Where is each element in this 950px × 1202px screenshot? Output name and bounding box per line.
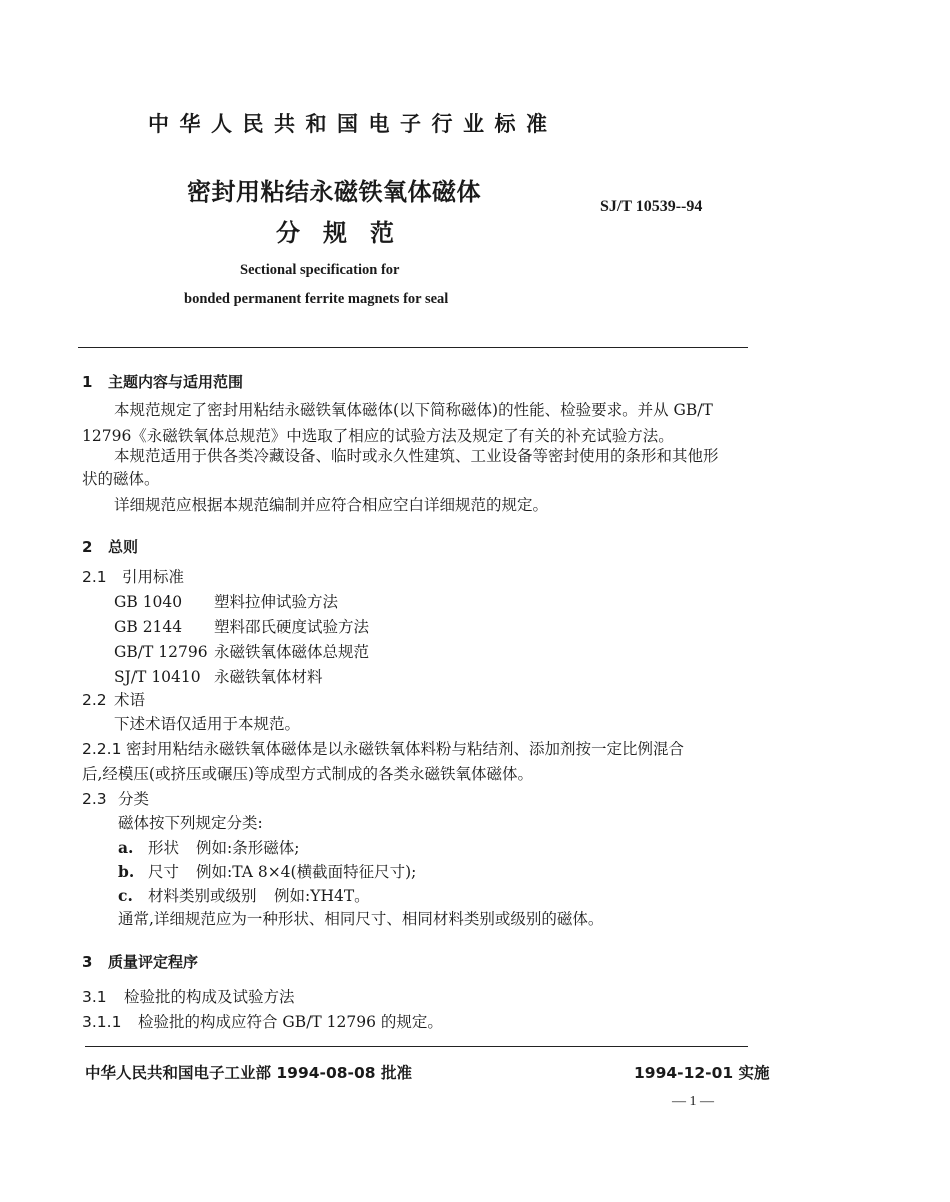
section-3-1-heading: 3.1 检验批的构成及试验方法 <box>82 988 295 1006</box>
title-en-line2: bonded permanent ferrite magnets for seal <box>184 291 449 307</box>
reference-row: GB/T 12796 永磁铁氧体磁体总规范 <box>114 643 370 661</box>
section-2-2-1-line1: 2.2.1 密封用粘结永磁铁氧体磁体是以永磁铁氧体料粉与粘结剂、添加剂按一定比例混合 <box>82 740 685 758</box>
section-2-2-1-line2: 后,经模压(或挤压或碾压)等成型方式制成的各类永磁铁氧体磁体。 <box>82 765 534 783</box>
header-divider <box>78 347 748 348</box>
section-2-1-heading: 2.1 引用标准 <box>82 568 185 586</box>
classification-item: a. 形状 例如:条形磁体; <box>118 838 300 857</box>
section-1-p1-line2: 12796《永磁铁氧体总规范》中选取了相应的试验方法及规定了有关的补充试验方法。 <box>82 427 674 445</box>
footer-divider <box>85 1046 748 1047</box>
section-3-heading: 3 质量评定程序 <box>82 953 199 971</box>
section-2-2-text: 下述术语仅适用于本规范。 <box>114 715 301 733</box>
section-1-p2-line1: 本规范适用于供各类冷藏设备、临时或永久性建筑、工业设备等密封使用的条形和其他形 <box>114 447 719 465</box>
section-1-p2-line2: 状的磁体。 <box>82 470 160 488</box>
section-2-3-heading: 2.3 分类 <box>82 790 150 808</box>
section-3-1-1: 3.1.1 检验批的构成应符合 GB/T 12796 的规定。 <box>82 1013 443 1031</box>
page-number: — 1 — <box>672 1094 714 1109</box>
section-1-heading: 1 主题内容与适用范围 <box>82 373 244 391</box>
issuing-body-header: 中华人民共和国电子行业标准 <box>148 112 558 136</box>
section-2-3-note: 通常,详细规范应为一种形状、相同尺寸、相同材料类别或级别的磁体。 <box>118 910 604 928</box>
reference-row: SJ/T 10410 永磁铁氧体材料 <box>114 668 323 686</box>
title-cn-line2: 分规范 <box>276 219 417 247</box>
reference-row: GB 2144 塑料邵氏硬度试验方法 <box>114 618 370 636</box>
standard-code: SJ/T 10539--94 <box>600 198 703 215</box>
classification-item: c. 材料类别或级别 例如:YH4T。 <box>118 886 370 905</box>
classification-item: b. 尺寸 例如:TA 8×4(横截面特征尺寸); <box>118 862 417 881</box>
section-2-2-heading: 2.2 术语 <box>82 691 146 709</box>
section-2-3-intro: 磁体按下列规定分类: <box>118 814 263 832</box>
title-en-line1: Sectional specification for <box>240 262 400 278</box>
effective-date: 1994-12-01 实施 <box>634 1064 770 1082</box>
reference-row: GB 1040 塑料拉伸试验方法 <box>114 593 339 611</box>
section-1-p3: 详细规范应根据本规范编制并应符合相应空白详细规范的规定。 <box>114 496 549 514</box>
approval-line: 中华人民共和国电子工业部 1994-08-08 批准 <box>85 1064 412 1082</box>
title-cn-line1: 密封用粘结永磁铁氧体磁体 <box>187 178 481 206</box>
section-1-p1-line1: 本规范规定了密封用粘结永磁铁氧体磁体(以下简称磁体)的性能、检验要求。并从 GB/T <box>114 401 713 419</box>
section-2-heading: 2 总则 <box>82 538 139 556</box>
